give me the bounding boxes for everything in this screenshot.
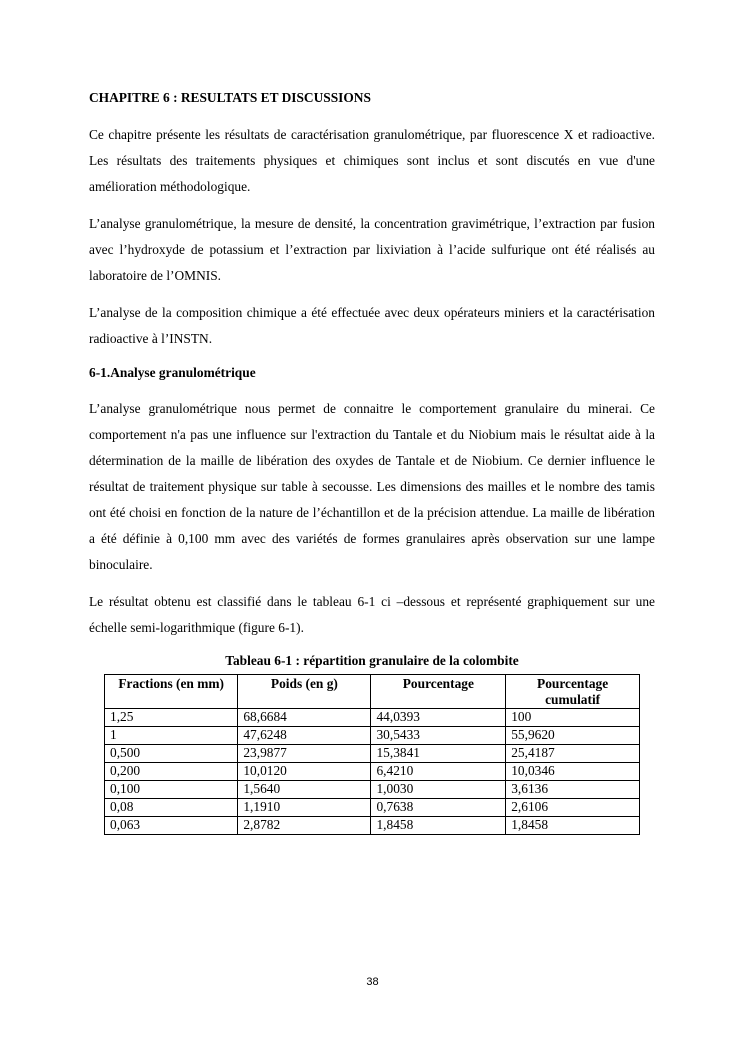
table-cell: 0,500 — [105, 745, 238, 763]
section-title: 6-1.Analyse granulométrique — [89, 365, 256, 380]
table-cell: 1 — [105, 727, 238, 745]
table-cell: 100 — [506, 709, 640, 727]
table-cell: 2,6106 — [506, 799, 640, 817]
table-caption: Tableau 6-1 : répartition granulaire de la colombite — [225, 653, 519, 668]
page-number: 38 — [366, 976, 379, 988]
table-row — [105, 727, 640, 745]
page-content — [89, 88, 655, 835]
table-cell: 25,4187 — [506, 745, 640, 763]
table-row — [105, 799, 640, 817]
table-cell: 1,5640 — [238, 781, 371, 799]
paragraph-intro-2: L’analyse granulométrique, la mesure de densité, la concentration gravimétrique, l’extraction par fusion avec l’hydroxyde de potassium et l’extraction par lixiviation à l’acide sulfurique ont été réalisés au laboratoire de l’OMNIS. — [89, 216, 655, 283]
table-cell: 0,200 — [105, 763, 238, 781]
table-header-row — [105, 675, 640, 709]
table-cell: 10,0120 — [238, 763, 371, 781]
table-cell: 6,4210 — [371, 763, 506, 781]
paragraph-intro-1: Ce chapitre présente les résultats de caractérisation granulométrique, par fluorescence X et radioactive. Les résultats des traitements physiques et chimiques sont inclus et sont discutés en vue d'une amélioration méthodologique. — [89, 127, 655, 194]
table-cell: 10,0346 — [506, 763, 640, 781]
table-cell: 0,08 — [105, 799, 238, 817]
table-row — [105, 709, 640, 727]
table-cell: 0,100 — [105, 781, 238, 799]
table-row — [105, 763, 640, 781]
granulometry-table — [104, 674, 640, 835]
table-cell: 1,1910 — [238, 799, 371, 817]
table-cell: 2,8782 — [238, 817, 371, 835]
table-cell: 55,9620 — [506, 727, 640, 745]
table-cell: 47,6248 — [238, 727, 371, 745]
table-cell: 1,25 — [105, 709, 238, 727]
table-cell: 30,5433 — [371, 727, 506, 745]
table-cell: 3,6136 — [506, 781, 640, 799]
table-header-cell: Pourcentage — [371, 675, 506, 709]
table-row — [105, 781, 640, 799]
table-cell: 0,063 — [105, 817, 238, 835]
table-header-cell: Fractions (en mm) — [105, 675, 238, 709]
table-cell: 1,0030 — [371, 781, 506, 799]
table-cell: 23,9877 — [238, 745, 371, 763]
paragraph-section-1: L’analyse granulométrique nous permet de connaitre le comportement granulaire du minerai. Ce comportement n'a pas une influence sur l'extraction du Tantale et du Niobium mais le résultat aide à la détermination de la maille de libération des oxydes de Tantale et de Niobium. Ce dernier influence le résultat de traitement physique sur table à secousse. Les dimensions des mailles et le nombre des tamis ont été choisi en fonction de la nature de l’échantillon et de la précision attendue. La maille de libération a été définie à 0,100 mm avec des variétés de formes granulaires après observation sur une lampe binoculaire. — [89, 401, 655, 572]
chapter-title: CHAPITRE 6 : RESULTATS ET DISCUSSIONS — [89, 90, 371, 105]
table-cell: 15,3841 — [371, 745, 506, 763]
table-header-cell: Pourcentage cumulatif — [506, 675, 640, 709]
table-header-cell: Poids (en g) — [238, 675, 371, 709]
table-cell: 44,0393 — [371, 709, 506, 727]
table-cell: 1,8458 — [371, 817, 506, 835]
paragraph-intro-3: L’analyse de la composition chimique a été effectuée avec deux opérateurs miniers et la caractérisation radioactive à l’INSTN. — [89, 305, 655, 346]
paragraph-section-2: Le résultat obtenu est classifié dans le tableau 6-1 ci –dessous et représenté graphiquement sur une échelle semi-logarithmique (figure 6-1). — [89, 594, 655, 635]
table-cell: 0,7638 — [371, 799, 506, 817]
table-cell: 68,6684 — [238, 709, 371, 727]
table-row — [105, 745, 640, 763]
table-cell: 1,8458 — [506, 817, 640, 835]
table-row — [105, 817, 640, 835]
